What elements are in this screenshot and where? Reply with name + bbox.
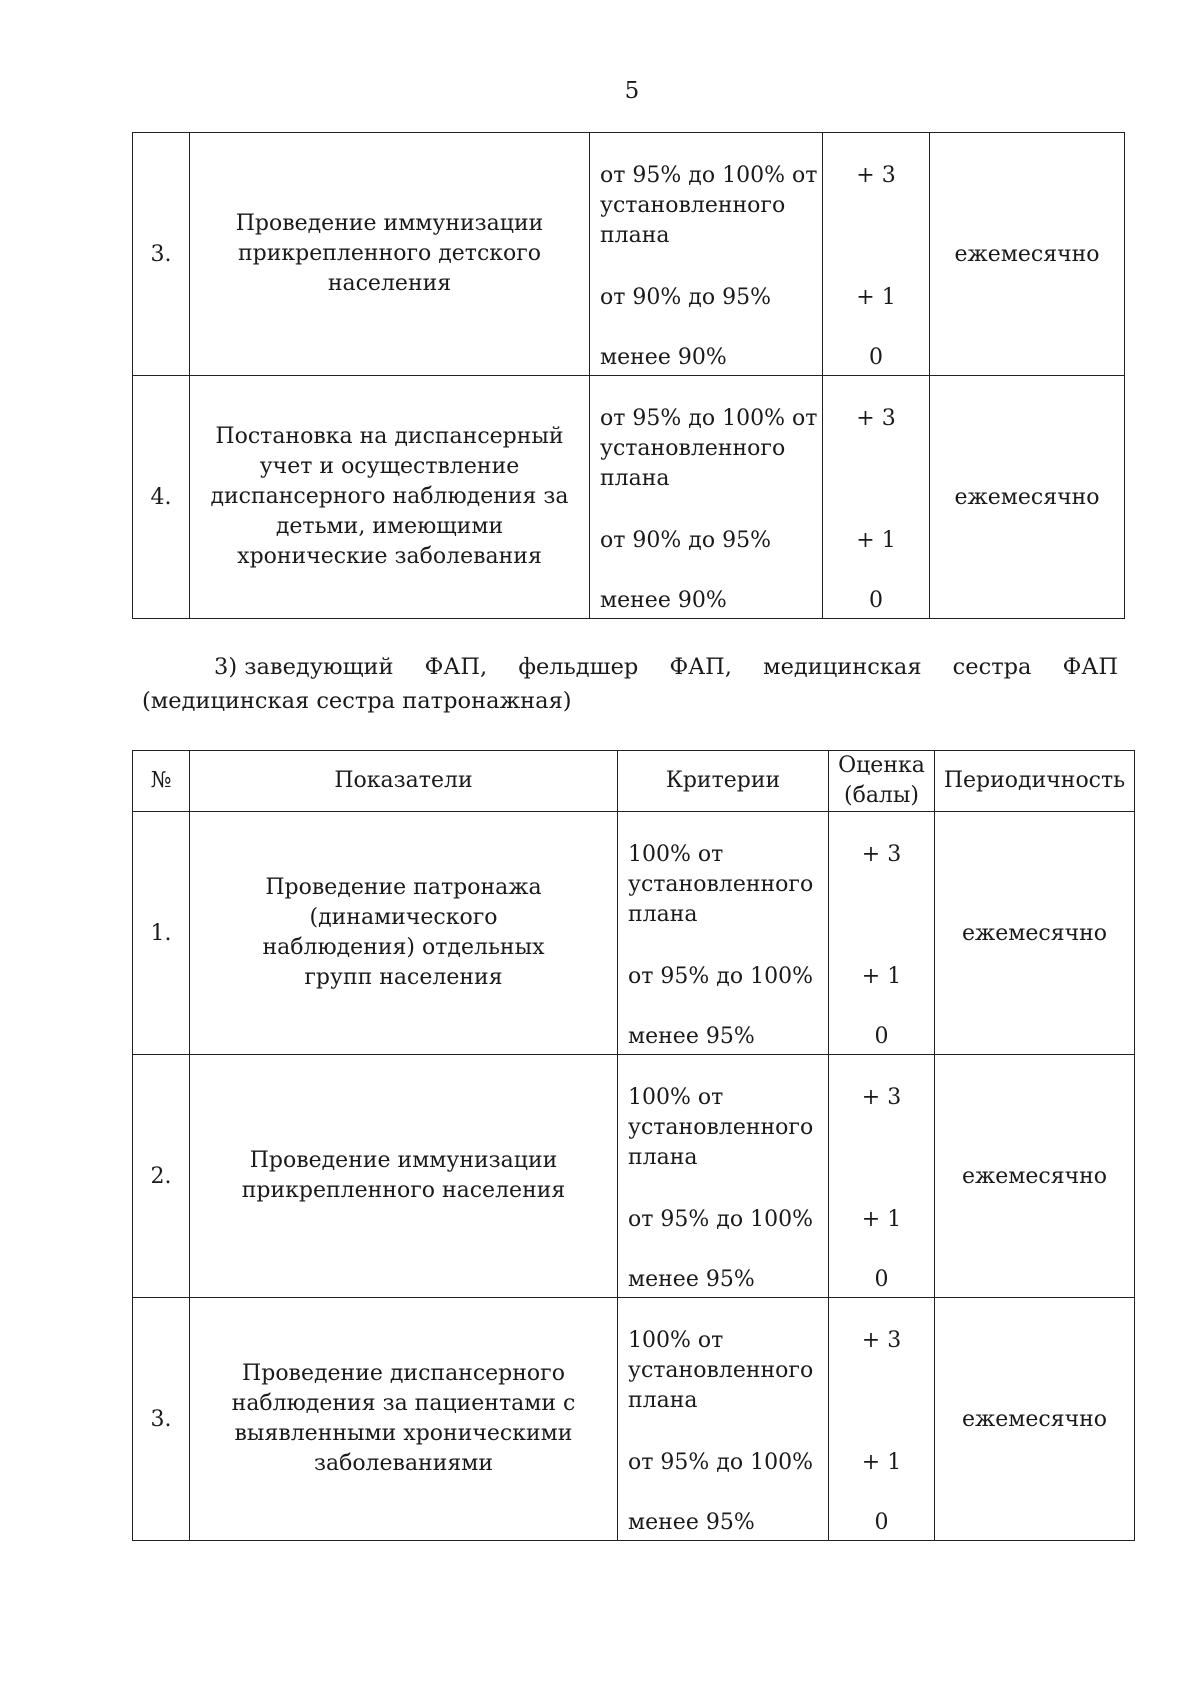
criteria-item: от 95% до 100% от установленного плана — [600, 406, 818, 491]
criteria-item: менее 90% — [600, 588, 727, 613]
section-word: сестра — [952, 654, 1032, 680]
indicator-cell: Постановка на диспансерный учет и осуществление диспансерного наблюдения за детьми, имеющими хронические заболевания — [190, 376, 590, 619]
score-item: + 1 — [861, 1450, 902, 1475]
criteria-cell — [618, 812, 829, 1055]
indicator-table-continued — [132, 132, 1125, 619]
criteria-item: менее 95% — [628, 1510, 755, 1535]
score-item: 0 — [874, 1510, 889, 1535]
periodicity-cell: ежемесячно — [930, 376, 1125, 619]
page-number: 5 — [624, 78, 640, 104]
criteria-item: от 95% до 100% от установленного плана — [600, 163, 818, 248]
header-num: № — [133, 751, 190, 812]
score-item: + 1 — [861, 964, 902, 989]
table-row — [133, 133, 1125, 376]
criteria-item: 100% от установленного плана — [628, 842, 814, 927]
section-heading-line: (медицинская сестра патронажная) — [142, 688, 572, 714]
score-item: 0 — [869, 588, 883, 613]
criteria-item: от 90% до 95% — [600, 285, 771, 310]
indicator-cell: Проведение иммунизации прикрепленного населения — [190, 1055, 618, 1298]
score-item: 0 — [869, 345, 883, 370]
indicator-cell: Проведение иммунизации прикрепленного детского населения — [190, 133, 590, 376]
score-cell — [829, 812, 935, 1055]
score-item: + 3 — [861, 1085, 902, 1110]
table-row — [133, 376, 1125, 619]
row-number: 1. — [133, 812, 190, 1055]
criteria-item: 100% от установленного плана — [628, 1085, 814, 1170]
score-item: + 1 — [856, 528, 896, 553]
section-word: фельдшер — [518, 654, 639, 680]
criteria-item: от 90% до 95% — [600, 528, 771, 553]
criteria-item: от 95% до 100% — [628, 964, 813, 989]
criteria-item: менее 90% — [600, 345, 727, 370]
periodicity-cell: ежемесячно — [930, 133, 1125, 376]
table-row — [133, 1055, 1135, 1298]
indicator-cell: Проведение диспансерного наблюдения за пациентами с выявленными хроническими заболеваниями — [190, 1298, 618, 1541]
criteria-cell — [618, 1298, 829, 1541]
score-item: 0 — [874, 1267, 889, 1292]
indicator-table — [132, 750, 1135, 1541]
section-word: ФАП, — [424, 654, 488, 680]
row-number: 3. — [133, 1298, 190, 1541]
criteria-cell — [590, 133, 823, 376]
header-score: Оценка (балы) — [829, 751, 935, 812]
section-word: ФАП — [1062, 654, 1118, 680]
periodicity-cell: ежемесячно — [935, 812, 1135, 1055]
criteria-item: от 95% до 100% — [628, 1207, 813, 1232]
header-indicators: Показатели — [190, 751, 618, 812]
score-item: + 1 — [856, 285, 896, 310]
score-item: + 3 — [856, 406, 896, 431]
score-cell — [823, 376, 930, 619]
criteria-item: от 95% до 100% — [628, 1450, 813, 1475]
indicator-cell: Проведение патронажа (динамического наблюдения) отдельных групп населения — [190, 812, 618, 1055]
criteria-cell — [590, 376, 823, 619]
table-row — [133, 812, 1135, 1055]
score-item: 0 — [874, 1024, 889, 1049]
criteria-cell — [618, 1055, 829, 1298]
score-cell — [829, 1298, 935, 1541]
criteria-item: 100% от установленного плана — [628, 1328, 814, 1413]
header-criteria: Критерии — [618, 751, 829, 812]
section-word: ФАП, — [669, 654, 732, 680]
periodicity-cell: ежемесячно — [935, 1298, 1135, 1541]
table-row — [133, 1298, 1135, 1541]
section-word: медицинская — [763, 654, 922, 680]
section-heading-paragraph — [142, 650, 1118, 718]
section-word: 3) заведующий — [214, 654, 394, 680]
score-item: + 3 — [861, 842, 902, 867]
header-periodicity: Периодичность — [935, 751, 1135, 812]
score-item: + 1 — [861, 1207, 902, 1232]
section-heading-line — [142, 650, 1118, 684]
row-number: 3. — [133, 133, 190, 376]
criteria-item: менее 95% — [628, 1024, 755, 1049]
criteria-item: менее 95% — [628, 1267, 755, 1292]
periodicity-cell: ежемесячно — [935, 1055, 1135, 1298]
row-number: 2. — [133, 1055, 190, 1298]
score-item: + 3 — [861, 1328, 902, 1353]
score-cell — [823, 133, 930, 376]
score-item: + 3 — [856, 163, 896, 188]
table-header-row — [133, 751, 1135, 812]
score-cell — [829, 1055, 935, 1298]
row-number: 4. — [133, 376, 190, 619]
